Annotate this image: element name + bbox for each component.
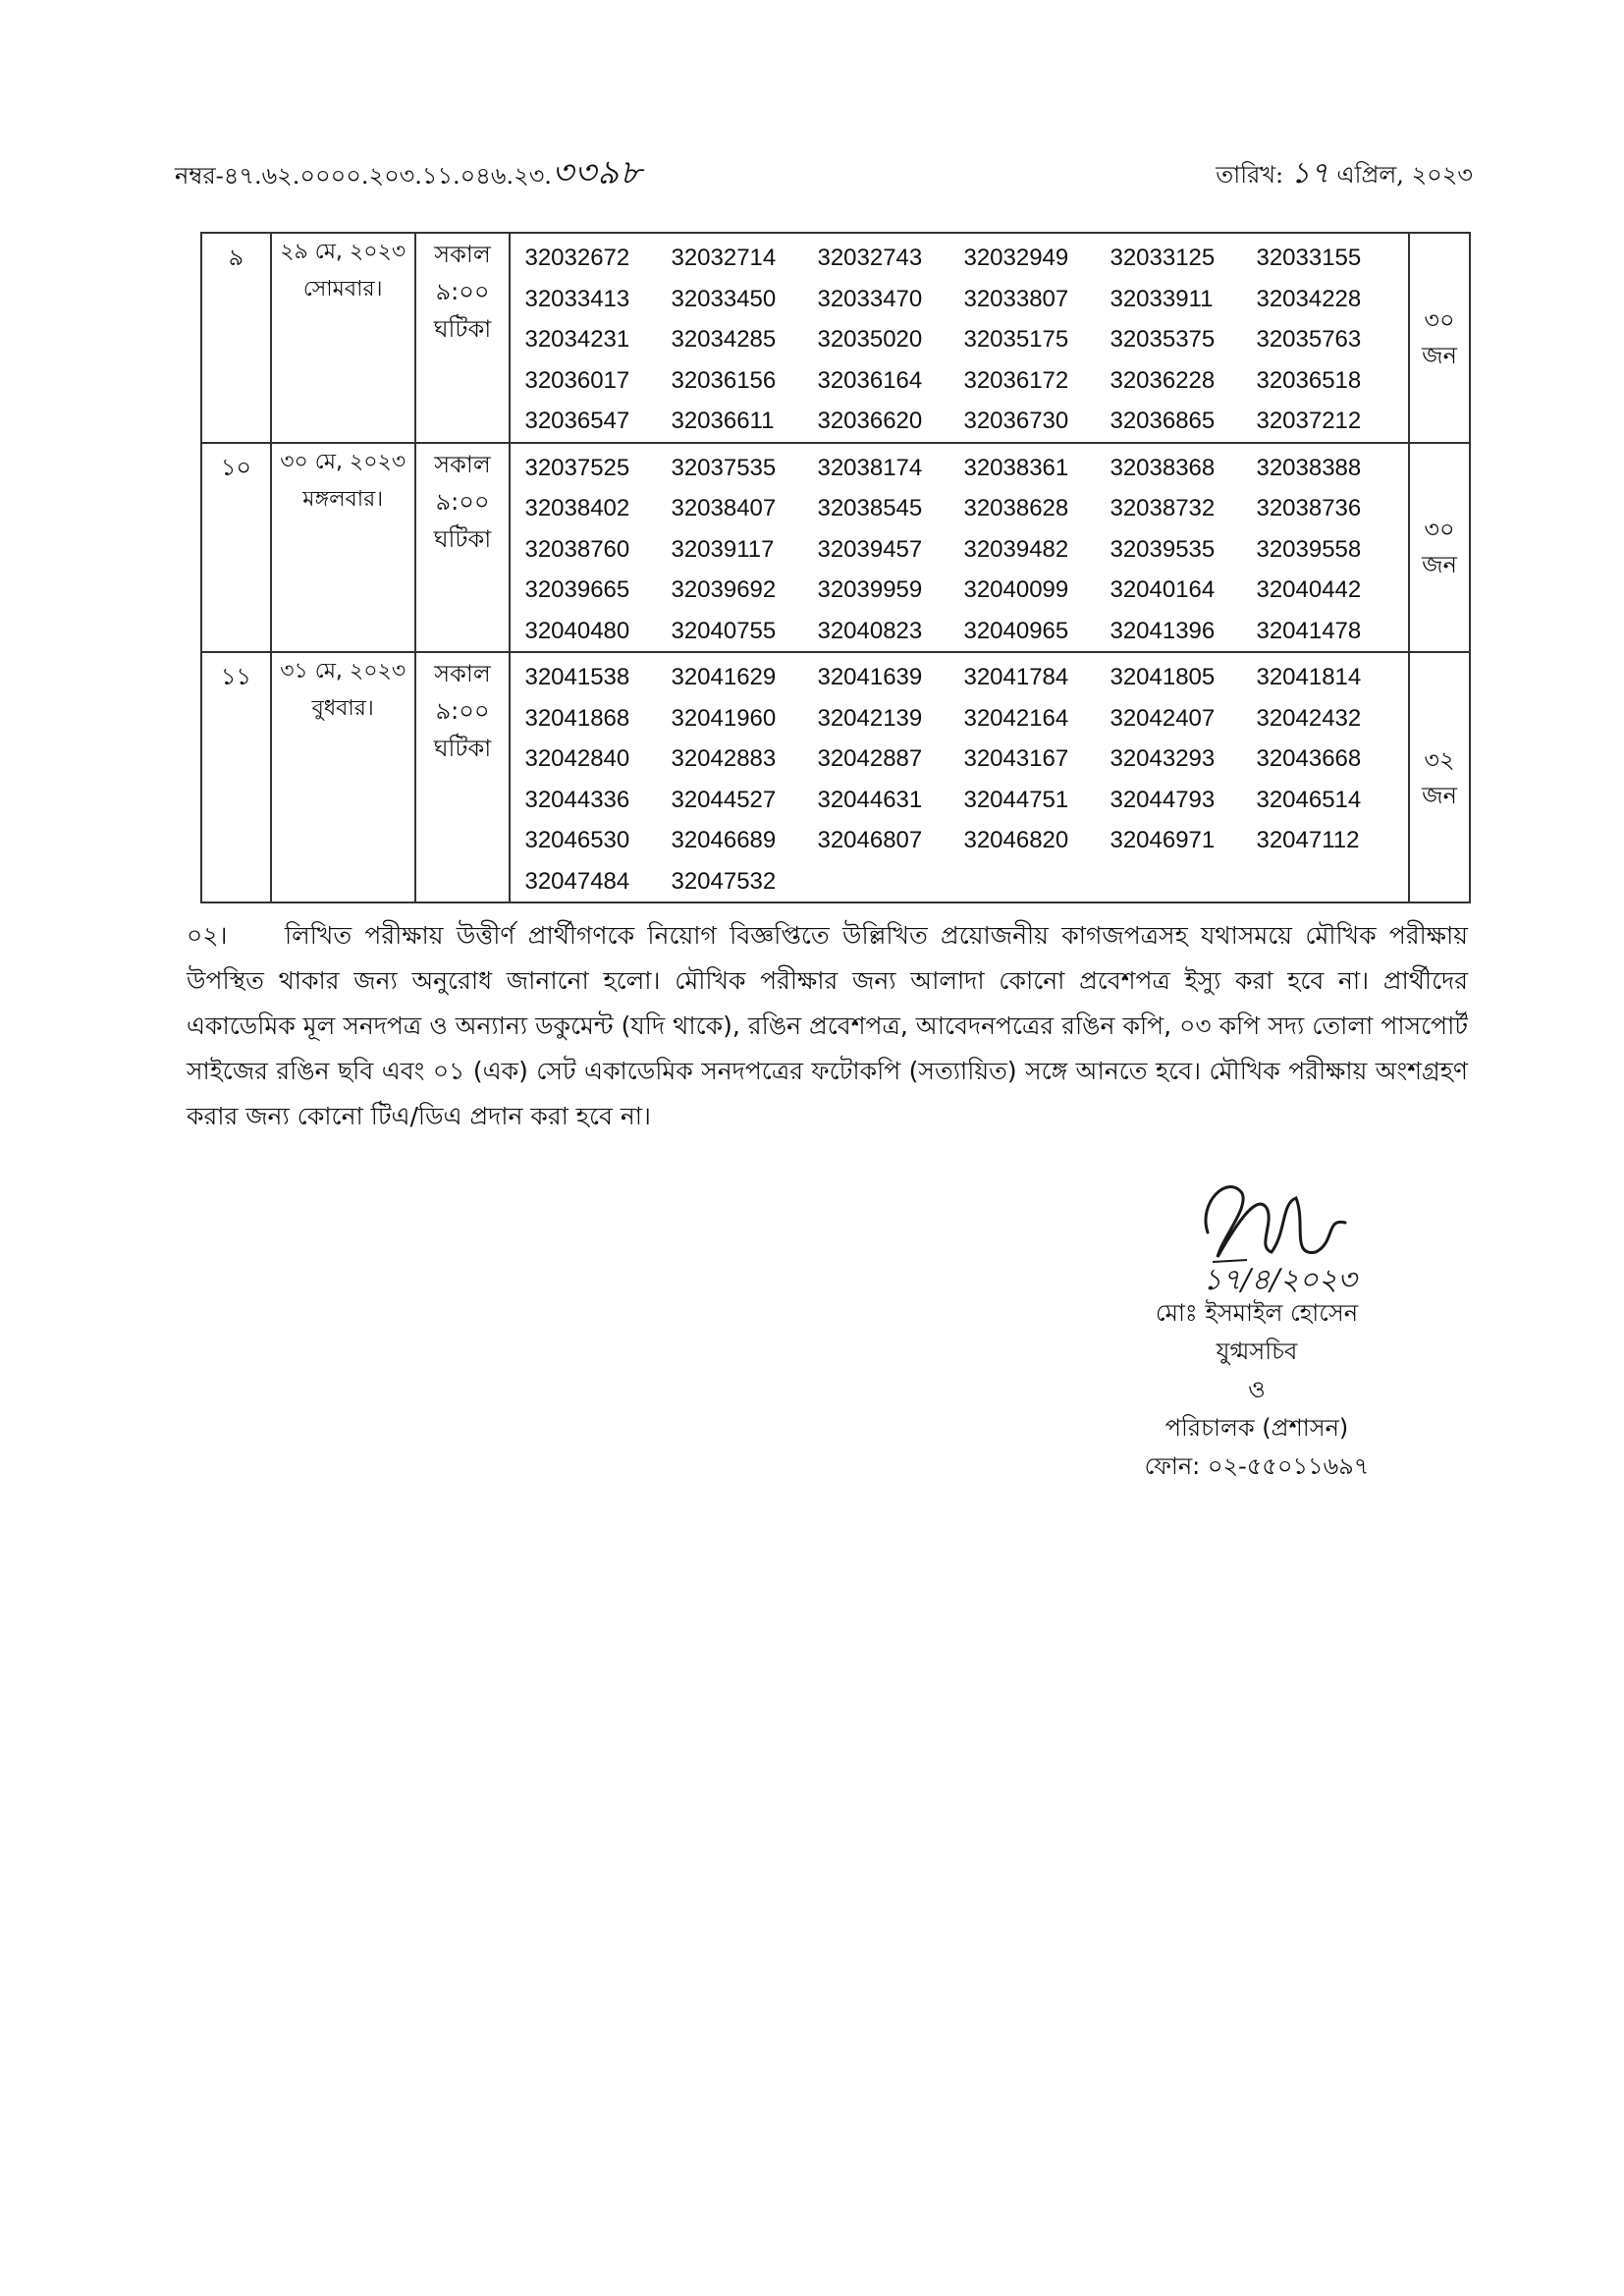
exam-time-unit: ঘটিকা xyxy=(433,735,492,762)
roll-number: 32041639 xyxy=(817,664,923,690)
roll-number: 32032672 xyxy=(524,245,630,271)
roll-numbers-grid xyxy=(524,657,1408,902)
roll-number: 32040099 xyxy=(963,576,1069,603)
roll-number: 32033807 xyxy=(963,285,1069,312)
memo-number-handwritten: ৩৩৯৮ xyxy=(551,153,643,192)
roll-number: 32032949 xyxy=(963,245,1069,271)
roll-number: 32046689 xyxy=(671,827,777,853)
schedule-row xyxy=(201,233,1470,443)
date-label: তারিখ: xyxy=(1216,161,1284,189)
memo-date xyxy=(1216,149,1473,199)
roll-numbers-cell xyxy=(510,443,1409,653)
date-cell xyxy=(271,652,415,902)
candidate-count-cell xyxy=(1409,652,1470,902)
roll-number: 32046820 xyxy=(963,827,1069,853)
roll-number: 32041784 xyxy=(963,664,1069,690)
roll-numbers-grid xyxy=(524,238,1408,442)
roll-number: 32042164 xyxy=(963,704,1069,732)
exam-time-unit: ঘটিকা xyxy=(433,315,492,343)
roll-number: 32043668 xyxy=(1256,745,1362,772)
roll-number: 32033911 xyxy=(1110,285,1214,312)
date-cell xyxy=(271,233,415,443)
notice-text: লিখিত পরীক্ষায় উত্তীর্ণ প্রার্থীগণকে নিয়োগ বিজ্ঞপ্তিতে উল্লিখিত প্রয়োজনীয় কাগজপত্রসহ যথাসময়ে মৌখিক পরীক্ষায় উপস্থিত থাকার জন্য অনুরোধ জানানো হলো। মৌখিক পরীক্ষার জন্য আলাদা কোনো প্রবেশপত্র ইস্যু করা হবে না। প্রার্থীদের একাডেমিক মূল সনদপত্র ও অন্যান্য ডকুমেন্ট (যদি থাকে), রঙিন প্রবেশপত্র, আবেদনপত্রের রঙিন কপি, ০৩ কপি সদ্য তোলা পাসপোর্ট সাইজের রঙিন ছবি এবং ০১ (এক) সেট একাডেমিক সনদপত্রের ফটোকপি (সত্যায়িত) সঙ্গে আনতে হবে। মৌখিক পরীক্ষায় অংশগ্রহণ করার জন্য কোনো টিএ/ডিএ প্রদান করা হবে না। xyxy=(187,921,1468,1130)
time-cell xyxy=(415,233,511,443)
roll-number: 32032714 xyxy=(671,245,777,271)
candidate-count-unit: জন xyxy=(1422,551,1457,579)
roll-number: 32040164 xyxy=(1110,576,1216,603)
roll-number: 32034228 xyxy=(1256,285,1362,312)
roll-number: 32041478 xyxy=(1256,617,1362,644)
exam-weekday: সোমবার। xyxy=(302,277,383,301)
roll-number: 32038361 xyxy=(963,454,1069,481)
exam-time: ৯:০০ xyxy=(435,278,490,305)
roll-number: 32044793 xyxy=(1110,786,1216,813)
candidate-count: ৩২ xyxy=(1424,745,1455,774)
roll-number: 32044336 xyxy=(524,786,630,813)
exam-schedule-table xyxy=(200,232,1471,903)
roll-number: 32042887 xyxy=(817,745,923,772)
exam-weekday: মঙ্গলবার। xyxy=(302,486,384,512)
exam-weekday: বুধবার। xyxy=(311,696,374,721)
roll-number: 32033413 xyxy=(524,285,630,312)
roll-number: 32036730 xyxy=(963,408,1069,434)
roll-number: 32041960 xyxy=(671,704,777,732)
signatory-designation: যুগ্মসচিব xyxy=(1216,1338,1298,1365)
signatory-name: মোঃ ইসমাইল হোসেন xyxy=(1155,1299,1359,1327)
notice-number: ০২। xyxy=(187,921,228,950)
roll-number: 32034285 xyxy=(671,326,777,353)
date-cell xyxy=(271,443,415,653)
roll-number: 32047484 xyxy=(524,867,630,895)
roll-number: 32034231 xyxy=(524,326,630,353)
roll-number: 32033470 xyxy=(817,285,923,312)
exam-date: ৩০ মে, ২০২৩ xyxy=(280,449,406,474)
roll-number: 32038174 xyxy=(817,454,923,481)
exam-time: ৯:০০ xyxy=(435,487,490,516)
candidate-count: ৩০ xyxy=(1424,516,1455,544)
serial-number: ১১ xyxy=(220,663,251,690)
exam-time-unit: ঘটিকা xyxy=(433,524,492,553)
serial-cell xyxy=(201,443,271,653)
notice-paragraph xyxy=(187,913,1468,1139)
roll-number: 32033155 xyxy=(1256,245,1362,271)
roll-number: 32036620 xyxy=(817,408,923,434)
memo-number xyxy=(175,147,642,203)
exam-date: ৩১ মে, ২০২৩ xyxy=(280,659,406,683)
roll-number: 32036865 xyxy=(1110,408,1216,434)
roll-number: 32042139 xyxy=(817,704,923,732)
roll-number: 32044631 xyxy=(817,786,923,813)
roll-number: 32046514 xyxy=(1256,786,1362,813)
roll-number: 32032743 xyxy=(817,245,923,271)
roll-number: 32041396 xyxy=(1110,617,1216,644)
roll-number: 32036547 xyxy=(524,408,630,434)
roll-number: 32040755 xyxy=(671,617,777,644)
roll-number: 32038388 xyxy=(1256,454,1362,481)
roll-number: 32038407 xyxy=(671,495,777,521)
roll-number: 32038628 xyxy=(963,495,1069,521)
date-day-handwritten: ১৭ xyxy=(1290,156,1329,191)
candidate-count-cell xyxy=(1409,443,1470,653)
roll-number: 32039482 xyxy=(963,535,1069,563)
candidate-count-unit: জন xyxy=(1422,341,1457,369)
serial-number: ১০ xyxy=(220,453,251,481)
roll-number: 32038760 xyxy=(524,535,630,563)
roll-number: 32043167 xyxy=(963,745,1069,772)
exam-time: ৯:০০ xyxy=(435,697,490,725)
candidate-count-cell xyxy=(1409,233,1470,443)
roll-number: 32037212 xyxy=(1256,408,1362,434)
roll-number: 32037525 xyxy=(524,454,630,481)
roll-numbers-grid xyxy=(524,448,1408,652)
roll-number: 32043293 xyxy=(1110,745,1216,772)
roll-number: 32047112 xyxy=(1256,827,1360,853)
signatory-designation-2: পরিচালক (প্রশাসন) xyxy=(1164,1414,1349,1442)
roll-number: 32036164 xyxy=(817,366,923,394)
roll-number: 32033450 xyxy=(671,285,777,312)
roll-number: 32035763 xyxy=(1256,326,1362,353)
serial-number: ৯ xyxy=(228,244,244,271)
roll-number: 32040823 xyxy=(817,617,923,644)
roll-number: 32038368 xyxy=(1110,454,1216,481)
roll-number: 32038736 xyxy=(1256,495,1362,521)
signature-icon xyxy=(1188,1164,1414,1301)
roll-numbers-cell xyxy=(510,233,1409,443)
candidate-count: ৩০ xyxy=(1424,305,1455,334)
roll-number: 32039959 xyxy=(817,576,923,603)
roll-number: 32038732 xyxy=(1110,495,1216,521)
roll-number: 32044527 xyxy=(671,786,777,813)
roll-number: 32037535 xyxy=(671,454,777,481)
roll-number: 32042840 xyxy=(524,745,630,772)
roll-number: 32038402 xyxy=(524,495,630,521)
signature-date: ১৭/৪/২০২৩ xyxy=(1203,1263,1357,1297)
exam-date: ২৯ মে, ২০২৩ xyxy=(280,240,406,264)
roll-number: 32036156 xyxy=(671,366,777,394)
roll-number: 32036228 xyxy=(1110,366,1216,394)
time-cell xyxy=(415,652,511,902)
date-month-year: এপ্রিল, ২০২৩ xyxy=(1336,161,1473,189)
roll-number: 32042883 xyxy=(671,745,777,772)
roll-number: 32039665 xyxy=(524,576,630,603)
roll-number: 32041629 xyxy=(671,664,777,690)
serial-cell xyxy=(201,233,271,443)
roll-number: 32041868 xyxy=(524,704,630,732)
roll-number: 32040965 xyxy=(963,617,1069,644)
time-cell xyxy=(415,443,511,653)
roll-number: 32042407 xyxy=(1110,704,1216,732)
roll-number: 32035375 xyxy=(1110,326,1216,353)
exam-time-period: সকাল xyxy=(434,660,491,687)
exam-time-period: সকাল xyxy=(434,241,491,268)
roll-number: 32046807 xyxy=(817,827,923,853)
signatory-block xyxy=(1100,1294,1414,1486)
roll-number: 32036518 xyxy=(1256,366,1362,394)
roll-number: 32039692 xyxy=(671,576,777,603)
roll-number: 32035020 xyxy=(817,326,923,353)
roll-number: 32038545 xyxy=(817,495,923,521)
roll-number: 32044751 xyxy=(963,786,1069,813)
memo-number-prefix: নম্বর-৪৭.৬২.০০০০.২০৩.১১.০৪৬.২৩. xyxy=(175,162,552,190)
exam-schedule-body xyxy=(201,233,1470,902)
roll-number: 32039457 xyxy=(817,535,923,563)
roll-number: 32041538 xyxy=(524,664,630,690)
exam-time-period: সকাল xyxy=(434,450,491,478)
roll-number: 32042432 xyxy=(1256,704,1362,732)
roll-number: 32036017 xyxy=(524,366,630,394)
roll-number: 32041814 xyxy=(1256,664,1362,690)
roll-number: 32040442 xyxy=(1256,576,1362,603)
roll-numbers-cell xyxy=(510,652,1409,902)
schedule-row xyxy=(201,443,1470,653)
roll-number: 32040480 xyxy=(524,617,630,644)
serial-cell xyxy=(201,652,271,902)
roll-number: 32036611 xyxy=(671,408,775,434)
roll-number: 32039558 xyxy=(1256,535,1362,563)
schedule-row xyxy=(201,652,1470,902)
roll-number: 32047532 xyxy=(671,867,777,895)
roll-number: 32039535 xyxy=(1110,535,1216,563)
signatory-conjunction: ও xyxy=(1248,1376,1266,1403)
roll-number: 32041805 xyxy=(1110,664,1216,690)
roll-number: 32046971 xyxy=(1110,827,1216,853)
roll-number: 32039117 xyxy=(671,535,775,563)
roll-number: 32035175 xyxy=(963,326,1069,353)
roll-number: 32033125 xyxy=(1110,245,1216,271)
signatory-phone: ফোন: ০২-৫৫০১১৬৯৭ xyxy=(1144,1452,1370,1480)
roll-number: 32036172 xyxy=(963,366,1069,394)
candidate-count-unit: জন xyxy=(1422,781,1457,809)
roll-number: 32046530 xyxy=(524,827,630,853)
